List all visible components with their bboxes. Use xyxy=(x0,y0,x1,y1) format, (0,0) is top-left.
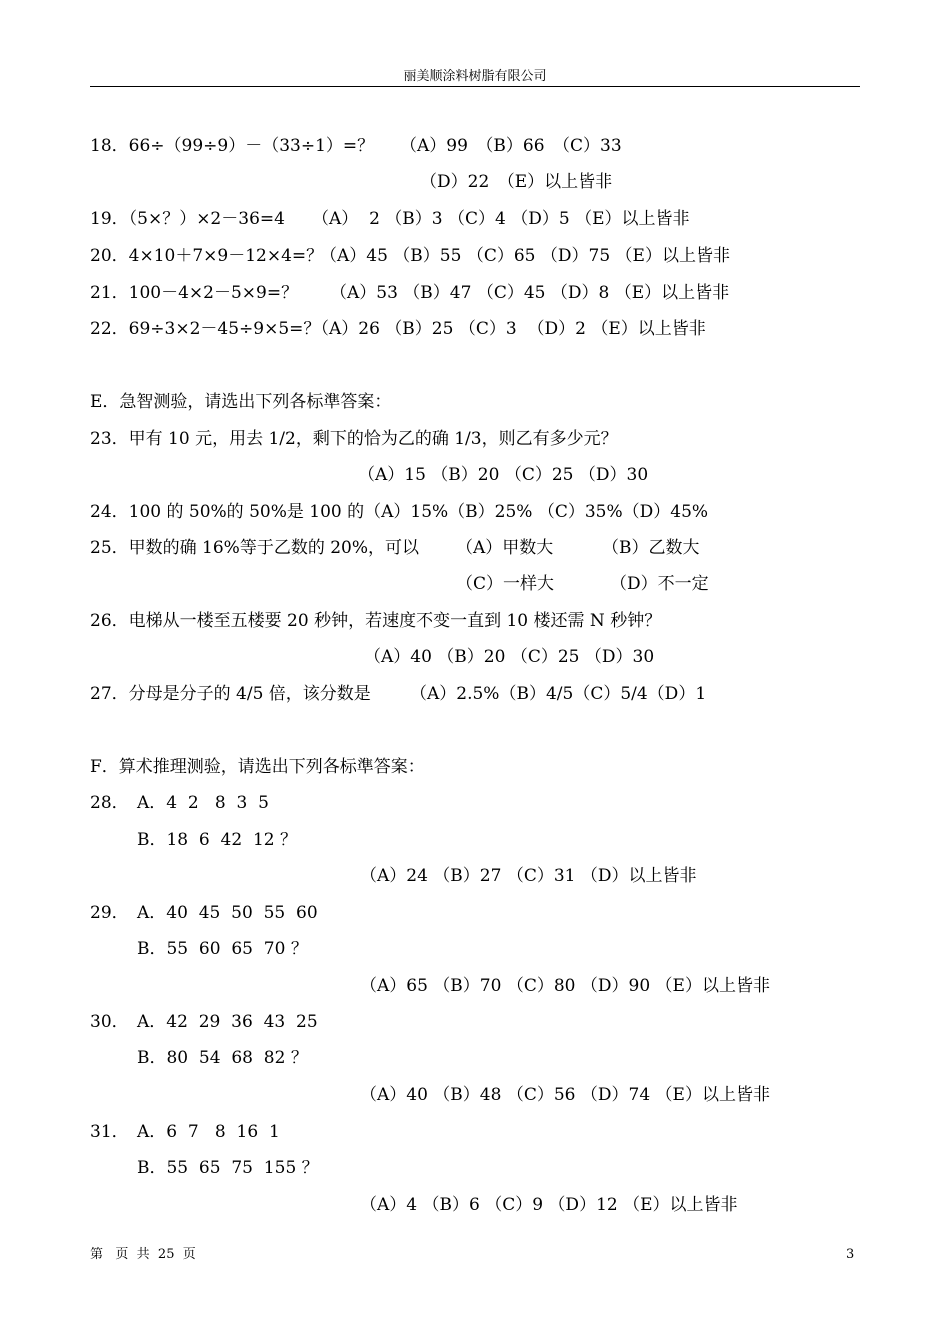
question-29-row-a: A．40 45 50 55 60 xyxy=(137,903,318,923)
question-24: 24．100 的 50%的 50%是 100 的（A）15%（B）25% （C）35%（D）45% xyxy=(90,502,709,522)
question-28-options: （A）24 （B）27 （C）31 （D）以上皆非 xyxy=(360,866,697,886)
question-31-row-a: A．6 7 8 16 1 xyxy=(137,1122,280,1142)
question-27: 27．分母是分子的 4/5 倍，该分数是 xyxy=(90,684,371,704)
question-25-option-c: （C）一样大 xyxy=(456,574,555,594)
question-18-options: （A）99 （B）66 （C）33 xyxy=(400,136,622,156)
question-29-row-b: B．55 60 65 70 ？ xyxy=(137,939,308,959)
question-25-option-b: （B）乙数大 xyxy=(602,538,700,558)
question-25: 25．甲数的确 16%等于乙数的 20%，可以 xyxy=(90,538,420,558)
question-31-row-b: B．55 65 75 155 ？ xyxy=(137,1158,319,1178)
question-30-row-a: A．42 29 36 43 25 xyxy=(137,1012,318,1032)
section-e-title: E．急智测验，请选出下列各标準答案： xyxy=(90,392,392,412)
page-header: 丽美顺涂料树脂有限公司 xyxy=(403,69,547,84)
question-22-options: （A）26 （B）25 （C）3 （D）2 （E）以上皆非 xyxy=(312,319,706,339)
question-27-options: （A）2.5%（B）4/5（C）5/4（D）1 xyxy=(410,684,707,704)
question-28-row-a: A．4 2 8 3 5 xyxy=(137,793,269,813)
question-26: 26．电梯从一楼至五楼要 20 秒钟，若速度不变一直到 10 楼还需 N 秒钟？ xyxy=(90,611,662,631)
question-23: 23．甲有 10 元，用去 1/2，剩下的恰为乙的确 1/3，则乙有多少元？ xyxy=(90,429,618,449)
question-21: 21．100－4×2－5×9=？ xyxy=(90,283,299,303)
question-20: 20．4×10＋7×9－12×4=？ xyxy=(90,246,324,266)
question-25-option-d: （D）不一定 xyxy=(610,574,709,594)
question-29-options: （A）65 （B）70 （C）80 （D）90 （E）以上皆非 xyxy=(360,976,770,996)
question-18-options-2: （D）22 （E）以上皆非 xyxy=(420,172,613,192)
question-29-number: 29． xyxy=(90,903,129,923)
question-31-number: 31． xyxy=(90,1122,129,1142)
question-22: 22．69÷3×2－45÷9×5=？ xyxy=(90,319,321,339)
question-25-option-a: （A）甲数大 xyxy=(456,538,554,558)
question-30-row-b: B．80 54 68 82 ？ xyxy=(137,1048,308,1068)
question-23-options: （A）15 （B）20 （C）25 （D）30 xyxy=(358,465,649,485)
question-30-options: （A）40 （B）48 （C）56 （D）74 （E）以上皆非 xyxy=(360,1085,770,1105)
question-30-number: 30． xyxy=(90,1012,129,1032)
page-footer-count: 第 页 共 25 页 xyxy=(90,1247,196,1262)
question-26-options: （A）40 （B）20 （C）25 （D）30 xyxy=(364,647,655,667)
question-21-options: （A）53 （B）47 （C）45 （D）8 （E）以上皆非 xyxy=(330,283,730,303)
question-19: 19．（5×？）×2－36=4 xyxy=(90,209,285,229)
question-28-row-b: B．18 6 42 12 ？ xyxy=(137,830,298,850)
header-rule xyxy=(90,86,860,87)
question-28-number: 28． xyxy=(90,793,129,813)
question-20-options: （A）45 （B）55 （C）65 （D）75 （E）以上皆非 xyxy=(320,246,730,266)
question-31-options: （A）4 （B）6 （C）9 （D）12 （E）以上皆非 xyxy=(360,1195,738,1215)
page-number: 3 xyxy=(846,1247,855,1262)
question-19-options: （A） 2 （B）3 （C）4 （D）5 （E）以上皆非 xyxy=(312,209,690,229)
section-f-title: F．算术推理测验，请选出下列各标準答案： xyxy=(90,757,425,777)
question-18: 18．66÷（99÷9）－（33÷1）=？ xyxy=(90,136,375,156)
